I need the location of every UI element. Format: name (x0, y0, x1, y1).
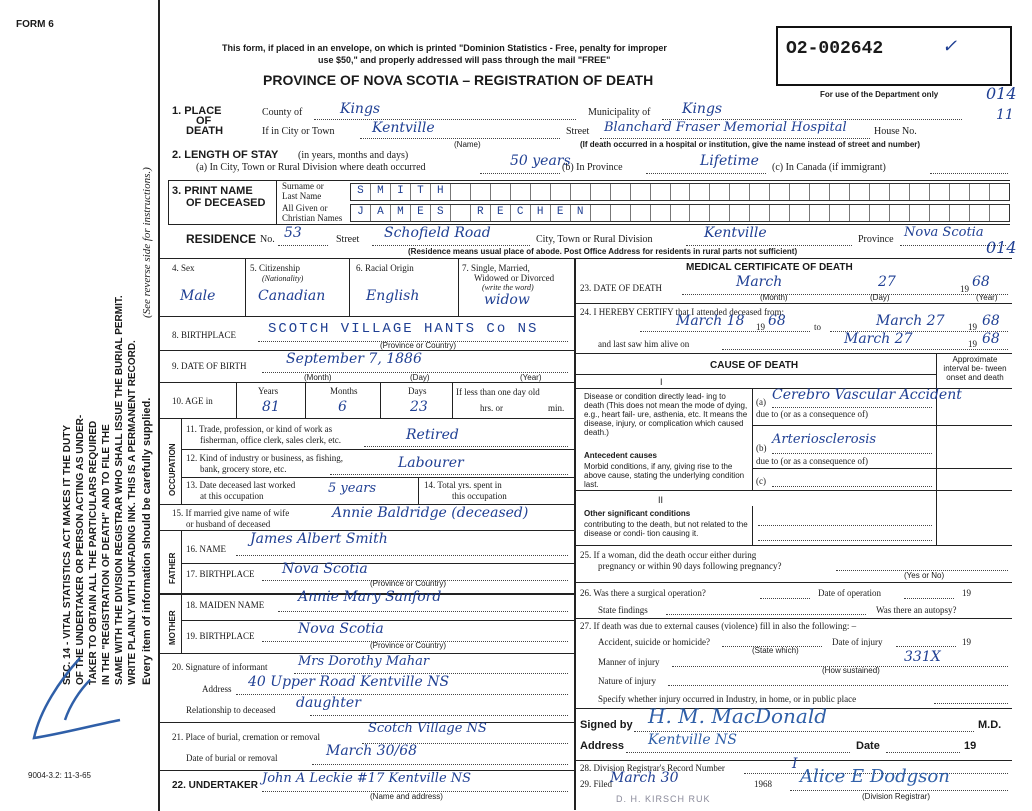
surname-letter-cell (870, 184, 890, 200)
autopsy-question: Was there an autopsy? (876, 605, 957, 615)
date-of-death-day: 27 (878, 274, 896, 290)
surname-letter-cell: M (371, 184, 391, 200)
dod-month-caption: (Month) (760, 293, 788, 302)
surname-letter-cell (730, 184, 750, 200)
marital-label-3: (write the word) (482, 283, 534, 292)
given-name-letter-cell (690, 205, 710, 221)
given-name-letter-cell (990, 205, 1009, 221)
side-text-4: IN THE "REGISTRATION OF DEATH" AND TO FILE THE (101, 424, 112, 685)
father-side-label: FATHER (168, 552, 177, 584)
undertaker-label: 22. UNDERTAKER (172, 780, 258, 791)
burial-place-value: Scotch Village NS (368, 721, 487, 736)
given-name-letter-cell (730, 205, 750, 221)
burial-date-label: Date of burial or removal (186, 753, 278, 763)
attended-to-value: March 27 (876, 313, 945, 329)
dod-day-caption: (Day) (870, 293, 890, 302)
interval-label: Approximate interval be- tween onset and death (943, 355, 1007, 382)
surname-letter-cell (651, 184, 671, 200)
physician-address-label: Address (580, 740, 625, 752)
surname-letter-cell (710, 184, 730, 200)
informant-address-value: 40 Upper Road Kentville NS (248, 674, 450, 690)
city-name-caption: (Name) (454, 140, 481, 149)
side-text-3: TAKER TO OBTAIN ALL THE PARTICULARS REQUIRED (88, 420, 99, 685)
cause-a-due-to: due to (or as a consequence of) (756, 409, 868, 419)
form-number-label: FORM 6 (16, 19, 54, 30)
form-title: PROVINCE OF NOVA SCOTIA – REGISTRATION OF DEATH (263, 72, 654, 88)
surname-letter-cell (990, 184, 1009, 200)
date-of-death-year: 68 (972, 274, 990, 290)
state-which-caption: (State which) (752, 646, 799, 655)
given-name-letter-cell (611, 205, 631, 221)
given-names-label-2: Christian Names (282, 213, 343, 223)
surname-letter-cell (611, 184, 631, 200)
given-name-letter-cell (750, 205, 770, 221)
given-names-letter-grid (350, 204, 1010, 222)
manner-of-injury-label: Manner of injury (598, 657, 660, 667)
record-number-label: 28. Division Registrar's Record Number (580, 763, 725, 773)
surname-letter-cell: T (411, 184, 431, 200)
dob-day-caption: (Day) (410, 373, 430, 382)
surname-letter-cell (631, 184, 651, 200)
last-saw-year-prefix: 19 (968, 339, 977, 349)
occupation-14-label-2: this occupation (452, 491, 507, 501)
undertaker-caption: (Name and address) (370, 792, 443, 801)
given-name-letter-cell (870, 205, 890, 221)
registrar-initial-mark (20, 650, 130, 750)
surname-letter-cell (950, 184, 970, 200)
dob-year-caption: (Year) (520, 373, 542, 382)
less-than-one-day-label: If less than one day old (456, 387, 540, 397)
occupation-12-label: 12. Kind of industry or business, as fishing, (186, 453, 343, 463)
surname-letter-grid (350, 183, 1010, 201)
length-of-stay-note: (in years, months and days) (298, 150, 409, 161)
given-name-letter-cell (830, 205, 850, 221)
marital-label: 7. Single, Married, (462, 263, 530, 273)
relationship-label: Relationship to deceased (186, 705, 276, 715)
form-print-code: 9004-3.2: 11-3-65 (28, 771, 92, 780)
birthplace-label: 8. BIRTHPLACE (172, 330, 236, 340)
injury-place-label: Specify whether injury occurred in Industry, in home, or in public place (598, 694, 857, 704)
manner-of-injury-code: 331X (904, 649, 941, 665)
last-saw-value: March 27 (844, 331, 913, 347)
surgical-operation-question: 26. Was there a surgical operation? (580, 588, 706, 598)
given-name-letter-cell: A (371, 205, 391, 221)
dob-month-caption: (Month) (304, 373, 332, 382)
citizenship-sub: (Nationality) (262, 274, 304, 283)
part-two-label: II (658, 495, 664, 505)
mother-birthplace-label: 19. BIRTHPLACE (186, 631, 255, 641)
city-label: If in City or Town (262, 126, 335, 137)
hours-label: hrs. or (480, 403, 503, 413)
operation-year-prefix: 19 (962, 588, 971, 598)
md-label: M.D. (978, 719, 1002, 731)
given-name-letter-cell (930, 205, 950, 221)
attended-to-year: 68 (982, 313, 1000, 329)
surname-letter-cell (930, 184, 950, 200)
given-name-letter-cell: R (471, 205, 491, 221)
stay-city-value: 50 years (510, 153, 571, 169)
antecedent-text: Morbid conditions, if any, giving rise to the above cause, stating the underlying condition last. (584, 462, 745, 489)
surname-letter-cell (451, 184, 471, 200)
side-text-instructions: (See reverse side for instructions.) (141, 167, 153, 318)
stay-city-label: (a) In City, Town or Rural Division where death occurred (196, 162, 426, 173)
racial-origin-value: English (366, 288, 420, 304)
mother-birthplace-caption: (Province or Country) (370, 641, 447, 650)
municipality-label: Municipality of (588, 107, 651, 118)
side-text-1: SEC. 14 - VITAL STATISTICS ACT MAKES IT THE DUTY (62, 424, 73, 685)
father-birthplace-label: 17. BIRTHPLACE (186, 569, 255, 579)
certificate-date-label: Date (856, 740, 880, 752)
given-name-letter-cell (770, 205, 790, 221)
industry-value: Labourer (398, 455, 464, 471)
residence-city-label: City, Town or Rural Division (536, 234, 653, 245)
given-name-letter-cell: M (391, 205, 411, 221)
attendance-label: 24. I HEREBY CERTIFY that I attended deceased from: (580, 307, 784, 317)
department-code-2: 11 (996, 107, 1014, 123)
father-birthplace-caption: (Province or Country) (370, 579, 447, 588)
occupation-side-label: OCCUPATION (168, 443, 177, 496)
informant-address-label: Address (202, 684, 232, 694)
given-name-letter-cell: E (491, 205, 511, 221)
residence-province-value: Nova Scotia (904, 225, 984, 240)
center-divider (574, 258, 576, 810)
cause-a-value: Cerebro Vascular Accident (772, 387, 962, 403)
filed-label: 29. Filed (580, 779, 613, 789)
maiden-name-label: 18. MAIDEN NAME (186, 600, 265, 610)
age-years-label: Years (258, 386, 279, 396)
given-name-letter-cell (950, 205, 970, 221)
given-name-letter-cell (631, 205, 651, 221)
surname-letter-cell (671, 184, 691, 200)
surname-letter-cell: I (391, 184, 411, 200)
filed-date-value: March 30 (610, 770, 679, 786)
informant-label: 20. Signature of informant (172, 662, 268, 672)
accident-question: Accident, suicide or homicide? (598, 637, 710, 647)
cause-of-death-title: CAUSE OF DEATH (710, 360, 799, 371)
attended-from-year-prefix: 19 (756, 322, 765, 332)
print-name-label: 3. PRINT NAME (172, 185, 253, 197)
signed-by-label: Signed by (580, 719, 633, 731)
street-value: Blanchard Fraser Memorial Hospital (604, 120, 847, 135)
record-number-value: I (792, 756, 798, 772)
occupation-14-label: 14. Total yrs. spent in (424, 480, 502, 490)
given-name-letter-cell (890, 205, 910, 221)
occupation-value: Retired (406, 427, 459, 443)
given-name-letter-cell: S (431, 205, 451, 221)
minutes-label: min. (548, 403, 565, 413)
county-value: Kings (340, 101, 381, 117)
cause-a-prefix: (a) (756, 397, 766, 407)
last-saw-label: and last saw him alive on (598, 339, 690, 349)
residence-street-value: Schofield Road (384, 225, 491, 241)
surname-letter-cell (850, 184, 870, 200)
surname-label: Surname or (282, 181, 324, 191)
side-text-5: SAME WITH THE DIVISION REGISTRAR WHO SHALL ISSUE THE BURIAL PERMIT. (114, 295, 125, 685)
date-of-death-year-prefix: 19 (960, 284, 969, 294)
given-name-letter-cell (810, 205, 830, 221)
of-deceased-label: OF DECEASED (186, 197, 266, 209)
cause-b-prefix: (b) (756, 443, 767, 453)
informant-signature: Mrs Dorothy Mahar (298, 654, 430, 669)
age-months-value: 6 (338, 399, 347, 415)
injury-date-label: Date of injury (832, 637, 883, 647)
birthplace-caption: (Province or Country) (380, 341, 457, 350)
sex-label: 4. Sex (172, 263, 195, 273)
surname-letter-cell (690, 184, 710, 200)
mail-notice-line1: This form, if placed in an envelope, on which is printed "Dominion Statistics - Free, penalty for improper (222, 43, 667, 53)
given-name-letter-cell (970, 205, 990, 221)
surname-letter-cell (770, 184, 790, 200)
undertaker-value: John A Leckie #17 Kentville NS (262, 771, 472, 786)
given-name-letter-cell (850, 205, 870, 221)
occupation-13-label: 13. Date deceased last worked (186, 480, 296, 490)
place-of-death-label-death: DEATH (186, 125, 224, 137)
marital-label-2: Widowed or Divorced (474, 273, 555, 283)
surname-letter-cell (591, 184, 611, 200)
given-name-letter-cell: E (551, 205, 571, 221)
given-names-label: All Given or (282, 203, 328, 213)
registration-number: O2-002642 (786, 39, 884, 59)
surname-label-2: Last Name (282, 191, 322, 201)
mother-maiden-name-value: Annie Mary Sanford (298, 589, 442, 605)
stay-canada-label: (c) In Canada (if immigrant) (772, 162, 886, 173)
attended-to-year-prefix: 19 (968, 322, 977, 332)
side-text-2: OF THE UNDERTAKER OR PERSON ACTING AS UNDER- (75, 414, 86, 685)
department-code-1: 014 (986, 84, 1017, 103)
pregnancy-question: 25. If a woman, did the death occur either during (580, 550, 757, 560)
surname-letter-cell (750, 184, 770, 200)
given-name-letter-cell (671, 205, 691, 221)
medical-certificate-title: MEDICAL CERTIFICATE OF DEATH (686, 262, 853, 273)
filed-stamp: D. H. KIRSCH RUK (616, 794, 711, 804)
injury-year-prefix: 19 (962, 637, 971, 647)
antecedent-title: Antecedent causes (584, 451, 657, 460)
relationship-value: daughter (296, 695, 361, 711)
citizenship-label: 5. Citizenship (250, 263, 300, 273)
surname-letter-cell (970, 184, 990, 200)
occupation-11-label-2: fisherman, office clerk, sales clerk, etc. (200, 435, 342, 445)
residence-label: RESIDENCE (186, 232, 257, 246)
sex-value: Male (180, 288, 216, 304)
occupation-13-label-2: at this occupation (200, 491, 264, 501)
county-label: County of (262, 107, 303, 118)
part-one-label: I (660, 377, 663, 387)
department-use-label: For use of the Department only (820, 90, 939, 99)
hospital-note: (If death occurred in a hospital or institution, give the name instead of street and number) (580, 140, 921, 149)
mail-notice-line2: use $50," and properly addressed will pass through the mail "FREE" (318, 55, 611, 65)
marital-value: widow (484, 292, 530, 308)
nature-of-injury-label: Nature of injury (598, 676, 656, 686)
father-birthplace-value: Nova Scotia (282, 561, 368, 577)
surname-letter-cell (491, 184, 511, 200)
residence-city-value: Kentville (704, 225, 767, 241)
cause-b-due-to: due to (or as a consequence of) (756, 456, 868, 466)
given-name-letter-cell: J (351, 205, 371, 221)
given-name-letter-cell (451, 205, 471, 221)
burial-place-label: 21. Place of burial, cremation or removal (172, 732, 320, 742)
attended-from-year: 68 (768, 313, 786, 329)
residence-province-label: Province (858, 234, 894, 245)
place-of-death-label: 1. PLACE (172, 105, 222, 117)
physician-signature: H. M. MacDonald (648, 704, 828, 728)
surname-letter-cell: S (351, 184, 371, 200)
surname-letter-cell (810, 184, 830, 200)
place-of-death-label-of: OF (196, 115, 212, 127)
other-conditions-text: contributing to the death, but not related to the disease or condi- tion causing it. (584, 520, 748, 538)
given-name-letter-cell (710, 205, 730, 221)
municipality-value: Kings (682, 101, 723, 117)
surname-letter-cell (571, 184, 591, 200)
last-worked-value: 5 years (328, 481, 377, 496)
how-sustained-caption: (How sustained) (822, 666, 880, 675)
yes-no-caption: (Yes or No) (904, 571, 945, 580)
date-of-death-month: March (736, 274, 783, 290)
surname-letter-cell (830, 184, 850, 200)
age-months-label: Months (330, 386, 358, 396)
division-registrar-caption: (Division Registrar) (862, 792, 931, 801)
external-causes-label: 27. If death was due to external causes (violence) fill in also the following: – (580, 621, 857, 631)
given-name-letter-cell: C (511, 205, 531, 221)
length-of-stay-label: 2. LENGTH OF STAY (172, 149, 279, 161)
residence-street-label: Street (336, 234, 360, 245)
residence-no-label: No. (260, 234, 275, 245)
age-days-value: 23 (410, 399, 428, 415)
filed-year-value: 1968 (754, 779, 772, 789)
date-of-death-label: 23. DATE OF DEATH (580, 283, 662, 293)
pregnancy-question-2: pregnancy or within 90 days following pregnancy? (598, 561, 782, 571)
racial-origin-label: 6. Racial Origin (356, 263, 414, 273)
street-label: Street (566, 126, 590, 137)
given-name-letter-cell (591, 205, 611, 221)
date-of-birth-label: 9. DATE OF BIRTH (172, 361, 247, 371)
occupation-11-label: 11. Trade, profession, or kind of work as (186, 424, 333, 434)
given-name-letter-cell: N (571, 205, 591, 221)
city-value: Kentville (372, 120, 435, 136)
residence-note: (Residence means usual place of abode. Post Office Address for residents in rural parts not sufficient) (408, 247, 798, 256)
surname-letter-cell (531, 184, 551, 200)
surname-letter-cell (890, 184, 910, 200)
surname-letter-cell (910, 184, 930, 200)
age-label: 10. AGE in (172, 396, 213, 406)
attended-from-value: March 18 (676, 313, 745, 329)
state-findings-label: State findings (598, 605, 648, 615)
age-days-label: Days (408, 386, 427, 396)
stay-province-value: Lifetime (700, 153, 759, 169)
cause-c-prefix: (c) (756, 476, 766, 486)
dod-year-caption: (Year) (976, 293, 998, 302)
given-name-letter-cell (651, 205, 671, 221)
spouse-label-2: or husband of deceased (186, 519, 271, 529)
father-name-label: 16. NAME (186, 544, 226, 554)
given-name-letter-cell (790, 205, 810, 221)
certificate-year-prefix: 19 (964, 740, 977, 752)
department-code-3: 014 (986, 238, 1017, 257)
burial-date-value: March 30/68 (326, 743, 418, 759)
registration-check-mark: ✓ (942, 36, 958, 57)
father-name-value: James Albert Smith (250, 531, 388, 547)
physician-address-value: Kentville NS (648, 732, 737, 748)
occupation-12-label-2: bank, grocery store, etc. (200, 464, 287, 474)
date-of-birth-value: September 7, 1886 (286, 351, 422, 367)
division-registrar-signature: Alice E Dodgson (800, 766, 950, 787)
house-number-label: House No. (874, 126, 917, 137)
birthplace-value: SCOTCH VILLAGE HANTS Co NS (268, 321, 539, 337)
surname-letter-cell (511, 184, 531, 200)
operation-date-label: Date of operation (818, 588, 881, 598)
given-name-letter-cell (910, 205, 930, 221)
left-margin-rule (158, 0, 160, 811)
spouse-value: Annie Baldridge (deceased) (332, 505, 529, 521)
mother-side-label: MOTHER (168, 610, 177, 645)
side-text-6: WRITE PLAINLY WITH UNFADING INK. THIS IS A PERMANENT RECORD. (127, 340, 138, 685)
surname-letter-cell: H (431, 184, 451, 200)
mother-birthplace-value: Nova Scotia (298, 621, 384, 637)
other-conditions-title: Other significant conditions (584, 509, 691, 518)
cause-direct-text: Disease or condition directly lead- ing to death (This does not mean the mode of dying, e.g., heart fail- ure, asthenia, etc. It means the disease, injury, or complication which caused death.) (584, 392, 748, 437)
spouse-label: 15. If married give name of wife (172, 508, 290, 518)
attended-to-label: to (814, 322, 822, 332)
stay-province-label: (b) In Province (562, 162, 623, 173)
residence-number-value: 53 (284, 225, 302, 241)
citizenship-value: Canadian (258, 288, 326, 304)
age-years-value: 81 (262, 399, 280, 415)
given-name-letter-cell: E (411, 205, 431, 221)
surname-letter-cell (790, 184, 810, 200)
given-name-letter-cell: H (531, 205, 551, 221)
last-saw-year: 68 (982, 331, 1000, 347)
surname-letter-cell (471, 184, 491, 200)
cause-b-value: Arteriosclerosis (772, 432, 877, 447)
surname-letter-cell (551, 184, 571, 200)
side-text-7: Every item of information should be carefully supplied. (141, 397, 153, 685)
